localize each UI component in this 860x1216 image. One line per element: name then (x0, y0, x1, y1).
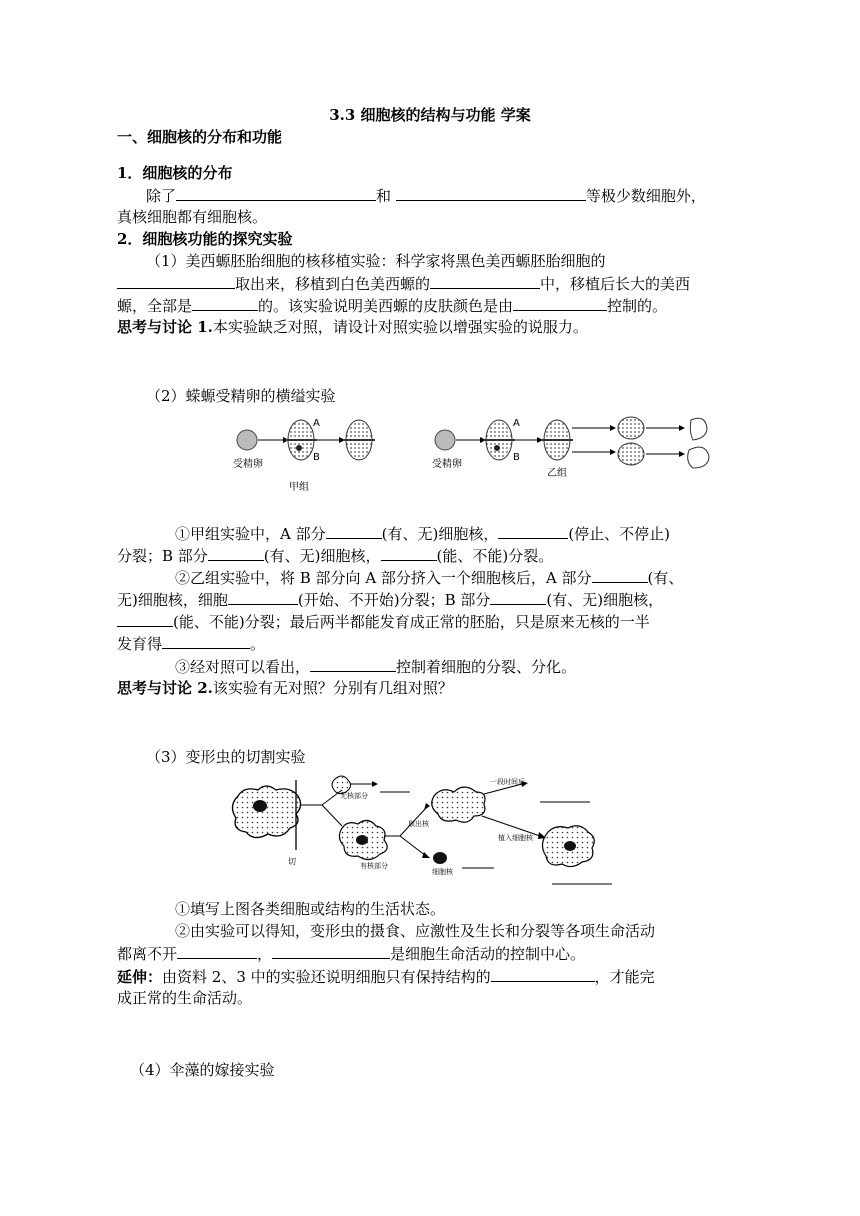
exp1-line-2: 取出来，移植到白色美西螈的 中，移植后长大的美西 (117, 272, 690, 295)
svg-text:乙组: 乙组 (547, 468, 567, 479)
subsection-heading-distribution: 1．细胞核的分布 (117, 164, 233, 182)
exp2-q2-line-4: 发育得 。 (117, 632, 265, 655)
exp2-q1-line-1: ①甲组实验中，A 部分 (有、无)细胞核， (停止、不停止) (175, 522, 670, 545)
amoeba-icon (432, 787, 485, 822)
enucleated-fragment-icon (332, 776, 351, 794)
exp2-q2-line-1: ②乙组实验中，将 B 部分向 A 部分挤入一个细胞核后，A 部分 (有、 (175, 566, 683, 589)
exp2-heading: （2）蝾螈受精卵的横缢实验 (146, 387, 336, 405)
extension-line-2: 成正常的生命活动。 (117, 989, 253, 1007)
svg-text:细胞核: 细胞核 (432, 868, 453, 876)
nucleus-icon (433, 852, 447, 864)
section-heading-1: 一、细胞核的分布和功能 (117, 128, 283, 146)
think-discuss-1: 思考与讨论 1.本实验缺乏对照，请设计对照实验以增强实验的说服力。 (117, 318, 588, 336)
exp4-heading: （4）伞藻的嫁接实验 (130, 1061, 275, 1079)
blank-exp2-yi-a-nucleus[interactable] (592, 566, 648, 583)
exp2-q2-line-3: (能、不能)分裂；最后两半都能发育成正常的胚胎，只是原来无核的一半 (117, 610, 650, 633)
blank-exp3-depends[interactable] (177, 942, 257, 959)
blank-exp2-yi-b-divide[interactable] (117, 610, 173, 627)
exp2-q2-line-2: 无)细胞核，细胞 (开始、不开始)分裂；B 部分 (有、无)细胞核， (117, 588, 663, 611)
embryo-icon (690, 418, 707, 440)
blank-exp1-color[interactable] (192, 294, 258, 311)
exp3-heading: （3）变形虫的切割实验 (146, 748, 306, 766)
svg-text:A: A (313, 418, 320, 429)
page-title: 3.3 细胞核的结构与功能 学案 (329, 106, 531, 124)
svg-text:无核部分: 无核部分 (340, 792, 368, 800)
blank-exp3-control-center[interactable] (272, 942, 390, 959)
svg-text:A: A (513, 418, 520, 429)
extension-line-1: 延伸：由资料 2、3 中的实验还说明细胞只有保持结构的 ，才能完 (117, 965, 655, 988)
nucleus-icon (356, 835, 368, 845)
exp1-line-1: （1）美西螈胚胎细胞的核移植实验：科学家将黑色美西螈胚胎细胞的 (146, 252, 606, 270)
blank-exp1-control[interactable] (513, 294, 607, 311)
half-embryo-icon (618, 417, 644, 439)
distribution-line-1: 除了 和 等极少数细胞外， (146, 184, 706, 207)
exp2-q1-line-2: 分裂；B 部分 (有、无)细胞核， (能、不能)分裂。 (117, 544, 553, 567)
blank-exp2-b-nucleus[interactable] (208, 544, 264, 561)
blank-exp2-yi-start[interactable] (228, 588, 298, 605)
exp3-q1: ①填写上图各类细胞或结构的生活状态。 (175, 900, 446, 918)
svg-text:受精卵: 受精卵 (233, 459, 263, 470)
svg-text:受精卵: 受精卵 (432, 459, 462, 470)
svg-text:一段时间后: 一段时间后 (490, 778, 525, 786)
blank-exp2-yi-develop[interactable] (162, 632, 250, 649)
nucleus-icon (564, 841, 576, 851)
blank-exp1-target[interactable] (430, 272, 540, 289)
blank-exp2-b-divide[interactable] (381, 544, 437, 561)
blank-exp1-nucleus[interactable] (117, 272, 235, 289)
exp3-q2-line-1: ②由实验可以得知，变形虫的摄食、应激性及生长和分裂等各项生命活动 (175, 922, 656, 940)
blank-exp2-a-nucleus[interactable] (326, 522, 382, 539)
amoeba-cutting-figure (230, 770, 620, 890)
distribution-line-2: 真核细胞都有细胞核。 (117, 208, 268, 226)
exp3-q2-line-2: 都离不开 ， 是细胞生命活动的控制中心。 (117, 942, 585, 965)
blank-extension-integrity[interactable] (491, 965, 595, 982)
exp2-q3-line: ③经对照可以看出， 控制着细胞的分裂、分化。 (175, 655, 576, 678)
svg-text:取出核: 取出核 (408, 820, 429, 828)
newt-constriction-figure (225, 414, 725, 494)
half-embryo-icon (618, 443, 644, 465)
amoeba-icon (232, 786, 300, 838)
blank-exp2-yi-b-nucleus[interactable] (490, 588, 546, 605)
svg-text:甲组: 甲组 (289, 482, 309, 493)
svg-text:B: B (313, 452, 320, 463)
think-discuss-2: 思考与讨论 2.该实验有无对照？分别有几组对照？ (117, 679, 453, 697)
svg-text:有核部分: 有核部分 (360, 862, 388, 870)
egg-icon (237, 430, 257, 450)
embryo-icon (688, 447, 709, 468)
nucleus-icon (253, 800, 267, 812)
blank-exp2-a-divide[interactable] (498, 522, 568, 539)
svg-text:植入细胞核: 植入细胞核 (498, 834, 533, 842)
svg-text:切: 切 (288, 857, 296, 866)
exp1-line-3: 螈，全部是 的。该实验说明美西螈的皮肤颜色是由 控制的。 (117, 294, 667, 317)
svg-text:B: B (513, 452, 520, 463)
egg-icon (435, 430, 455, 450)
blank-exception-1[interactable] (176, 184, 376, 201)
subsection-heading-experiments: 2．细胞核功能的探究实验 (117, 230, 293, 248)
blank-exp2-control[interactable] (310, 655, 396, 672)
blank-exception-2[interactable] (396, 184, 586, 201)
